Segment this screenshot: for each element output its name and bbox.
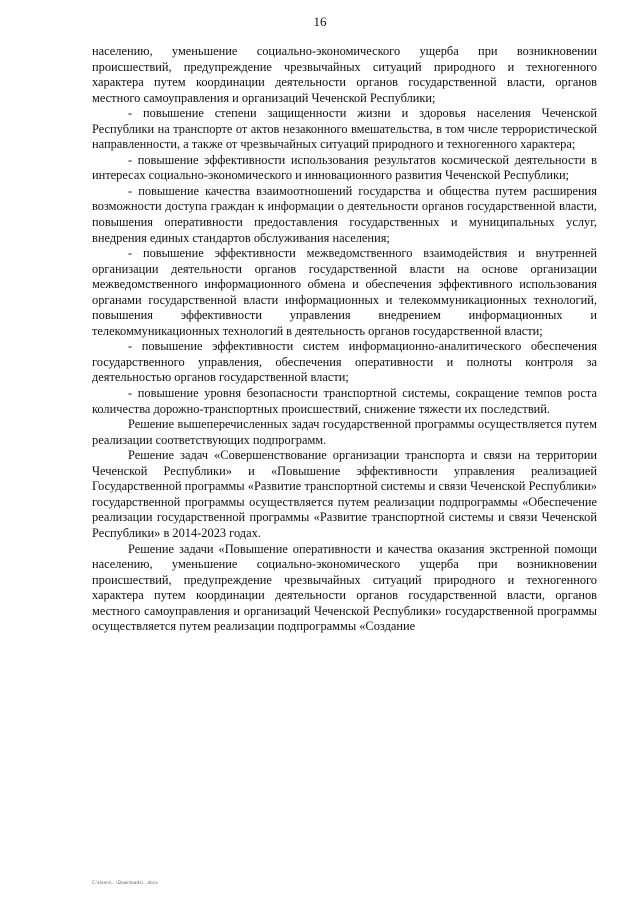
bullet-paragraph: - повышение степени защищенности жизни и здоровья населения Чеченской Республики на транспорте от актов незаконного вмешательства, в том числе террористической направленности, а также от чрезвычайных ситуаций природного и техногенного характера; [92, 106, 597, 152]
bullet-paragraph: - повышение уровня безопасности транспортной системы, сокращение темпов роста количества дорожно-транспортных происшествий, снижение тяжести их последствий. [92, 386, 597, 416]
paragraph-continuation: населению, уменьшение социально-экономического ущерба при возникновении происшествий, предупреждение чрезвычайных ситуаций природного и техногенного характера путем координации деятельности органов государственной власти, органов местного самоуправления и организаций Чеченской Республики; [92, 44, 597, 105]
footer-file-path: C:\Users\...\Downloads\...docx [92, 880, 158, 885]
body-paragraph: Решение задачи «Повышение оперативности и качества оказания экстренной помощи населению, уменьшение социально-экономического ущерба при возникновении происшествий, предупреждение чрезвычайных ситуаций природного и техногенного характера путем координации деятельности органов государственной власти, органов местного самоуправления и организаций Чеченской Республики» государственной программы осуществляется путем реализации подпрограммы «Создание [92, 541, 597, 634]
bullet-paragraph: - повышение эффективности систем информационно-аналитического обеспечения государственного управления, обеспечения оперативности и полноты контроля за деятельностью органов государственной власти; [92, 339, 597, 385]
body-paragraph: Решение задач «Совершенствование организации транспорта и связи на территории Чеченской Республики» и «Повышение эффективности управления реализацией Государственной программы «Развитие транспортной системы и связи Чеченской Республики» государственной программы осуществляется путем реализации подпрограммы «Обеспечение реализации государственной программы «Развитие транспортной системы и связи Чеченской Республики» в 2014-2023 годах. [92, 448, 597, 540]
document-body [92, 44, 597, 635]
page-number: 16 [313, 14, 327, 29]
bullet-paragraph: - повышение качества взаимоотношений государства и общества путем расширения возможности доступа граждан к информации о деятельности органов государственной власти, повышения оперативности предоставления государственных и муниципальных услуг, внедрения единых стандартов обслуживания населения; [92, 183, 597, 245]
bullet-paragraph: - повышение эффективности использования результатов космической деятельности в интересах социально-экономического и инновационного развития Чеченской Республики; [92, 152, 597, 183]
body-paragraph: Решение вышеперечисленных задач государственной программы осуществляется путем реализации соответствующих подпрограмм. [92, 417, 597, 447]
bullet-paragraph: - повышение эффективности межведомственного взаимодействия и внутренней организации деятельности органов государственной власти на основе организации межведомственного информационного обмена и обеспечения эффективного использования органами государственной власти информационных и телекоммуникационных технологий, повышения эффективности управления внедрением информационных и телекоммуникационных технологий в деятельность органов государственной власти; [92, 246, 597, 338]
